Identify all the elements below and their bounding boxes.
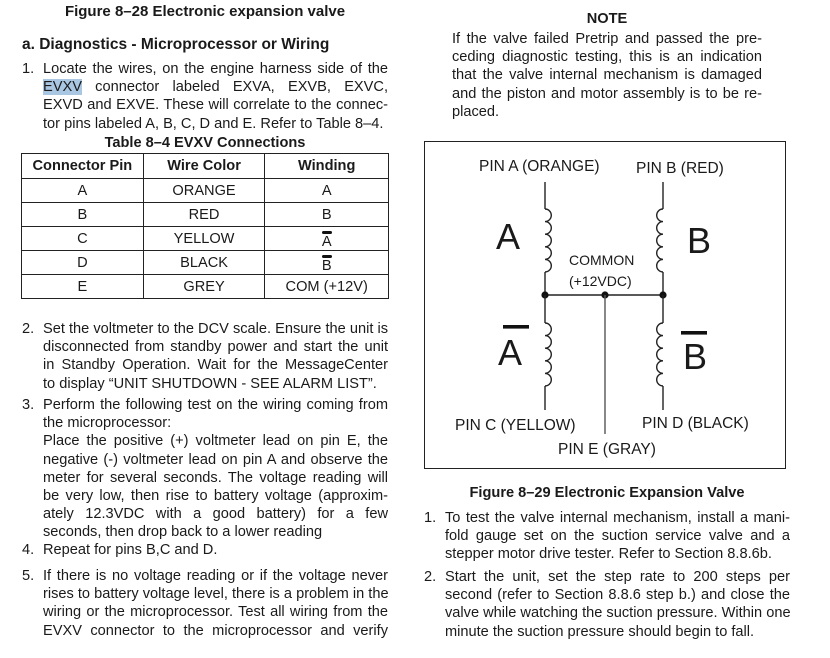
step-line: To test the valve internal mechanism, install a mani- xyxy=(445,510,790,526)
note-line: and the piston and motor assembly is to be re- xyxy=(452,85,762,102)
step-number: 1. xyxy=(22,61,35,77)
note-title: NOTE xyxy=(586,11,628,27)
highlighted-text: EVXV xyxy=(43,79,82,96)
step-line: EVXV connector to the microprocessor and verify xyxy=(43,622,388,639)
column-header: Connector Pin xyxy=(22,154,144,179)
winding-b-bar-coil xyxy=(657,295,663,410)
left-step-4 xyxy=(22,541,388,559)
step-line: wiring or the microprocessor. Test all wiring from the xyxy=(43,604,388,621)
table-header-row xyxy=(22,154,389,179)
step-line: minute the suction pressure should begin to fall. xyxy=(445,623,755,640)
winding-b-bar-label: B xyxy=(683,336,708,377)
note-line: If the valve failed Pretrip and passed the pre- xyxy=(452,31,762,47)
pin-a-label: PIN A (ORANGE) xyxy=(479,158,600,175)
step-number: 5. xyxy=(22,568,35,584)
pin-d-label: PIN D (BLACK) xyxy=(642,415,749,432)
step-line: in Standby Operation. Wait for the MessageCenter xyxy=(43,357,388,374)
step-line: Start the unit, set the step rate to 200 steps per xyxy=(445,569,790,585)
winding-a-bar-label: A xyxy=(498,332,523,373)
cell-pin: D xyxy=(22,251,144,275)
cell-pin: B xyxy=(22,203,144,227)
left-step-5 xyxy=(22,567,388,640)
overline-a-bar xyxy=(503,325,529,329)
cell-color: YELLOW xyxy=(143,227,265,251)
column-header: Winding xyxy=(265,154,389,179)
step-number: 1. xyxy=(424,510,437,526)
step-line: EXVD and EXVE. These will correlate to the connec- xyxy=(43,97,388,114)
cell-winding xyxy=(265,227,389,251)
section-heading: a. Diagnostics - Microprocessor or Wiring xyxy=(22,36,330,53)
note-body xyxy=(452,30,762,121)
table-row xyxy=(22,275,389,299)
pin-c-label: PIN C (YELLOW) xyxy=(455,417,576,434)
note-line: ceding diagnostic testing, this is an indication xyxy=(452,49,762,66)
cell-color: RED xyxy=(143,203,265,227)
step-line: Locate the wires, on the engine harness side of the xyxy=(43,61,388,77)
step-number: 4. xyxy=(22,542,35,558)
step-line: If there is no voltage reading or if the voltage never xyxy=(43,568,388,584)
step-line: to display “UNIT SHUTDOWN - SEE ALARM LIST”. xyxy=(43,375,377,392)
step-line: Perform the following test on the wiring coming from xyxy=(43,397,388,413)
overlined-winding: A xyxy=(321,233,332,250)
step-line: Place the positive (+) voltmeter lead on pin E, the xyxy=(43,433,388,450)
winding-a-coil xyxy=(545,182,551,295)
cell-winding: B xyxy=(265,203,389,227)
common-label: COMMON xyxy=(569,252,635,268)
note-line: placed. xyxy=(452,103,500,120)
table-row xyxy=(22,203,389,227)
common-voltage-label: (+12VDC) xyxy=(569,273,632,289)
step-line: tor pins labeled A, B, C, D and E. Refer to Table 8–4. xyxy=(43,115,384,132)
step-line: negative (-) voltmeter lead on pin A and observe the xyxy=(43,451,388,468)
step-line: the microprocessor: xyxy=(43,415,172,432)
cell-winding xyxy=(265,251,389,275)
step-line: disconnected from standby power and start the unit xyxy=(43,339,388,356)
step-line-rest: connector labeled EXVA, EXVB, EXVC, xyxy=(81,79,388,96)
cell-pin: E xyxy=(22,275,144,299)
step-line: seconds, then drop back to a lower reading xyxy=(43,524,323,541)
step-line: valve while watching the suction pressure. Within one xyxy=(445,605,791,622)
cell-pin: A xyxy=(22,179,144,203)
winding-b-label: B xyxy=(687,220,712,261)
step-line: meter for several seconds. The voltage reading will xyxy=(43,469,388,486)
overlined-winding: B xyxy=(321,257,332,274)
pin-b-label: PIN B (RED) xyxy=(636,160,724,177)
left-step-3 xyxy=(22,396,388,542)
table-row xyxy=(22,251,389,275)
step-number: 3. xyxy=(22,397,35,413)
step-line xyxy=(43,78,388,96)
step-line: Repeat for pins B,C and D. xyxy=(43,542,218,558)
note-line: that the valve internal mechanism is damaged xyxy=(452,67,762,84)
figure-8-28-caption: Figure 8–28 Electronic expansion valve xyxy=(64,3,346,20)
step-number: 2. xyxy=(22,321,35,337)
step-line: stepper motor drive tester. Refer to Section 8.8.6b. xyxy=(445,546,772,563)
step-line: ately 12.3VDC with a good battery) for a few xyxy=(43,506,388,523)
step-number: 2. xyxy=(424,569,437,585)
overline-b-bar xyxy=(681,331,707,335)
table-title: Table 8–4 EVXV Connections xyxy=(104,135,306,151)
table-row xyxy=(22,179,389,203)
evxv-connections-table xyxy=(21,153,389,299)
cell-color: GREY xyxy=(143,275,265,299)
step-line: fold gauge set on the suction service valve and a xyxy=(445,528,790,545)
evxv-wiring-diagram xyxy=(425,142,785,468)
winding-a-label: A xyxy=(496,216,521,257)
cell-color: ORANGE xyxy=(143,179,265,203)
left-step-1 xyxy=(22,60,388,133)
cell-pin: C xyxy=(22,227,144,251)
cell-color: BLACK xyxy=(143,251,265,275)
right-step-2 xyxy=(424,568,790,641)
winding-a-bar-coil xyxy=(545,295,551,410)
winding-b-coil xyxy=(657,182,663,295)
wiring-diagram-frame xyxy=(424,141,786,469)
figure-8-29-caption: Figure 8–29 Electronic Expansion Valve xyxy=(469,485,745,501)
step-line: Set the voltmeter to the DCV scale. Ensure the unit is xyxy=(43,321,388,337)
table-row xyxy=(22,227,389,251)
right-step-1 xyxy=(424,509,790,564)
pin-e-label: PIN E (GRAY) xyxy=(558,441,656,458)
step-line: second (refer to Section 8.8.6 step b.) and close the xyxy=(445,587,790,604)
step-line: be very low, then rise to battery voltage (approxim- xyxy=(43,488,388,505)
cell-winding: A xyxy=(265,179,389,203)
column-header: Wire Color xyxy=(143,154,265,179)
cell-winding: COM (+12V) xyxy=(265,275,389,299)
step-line: rises to battery voltage level, there is a problem in the xyxy=(43,586,389,603)
left-step-2 xyxy=(22,320,388,393)
